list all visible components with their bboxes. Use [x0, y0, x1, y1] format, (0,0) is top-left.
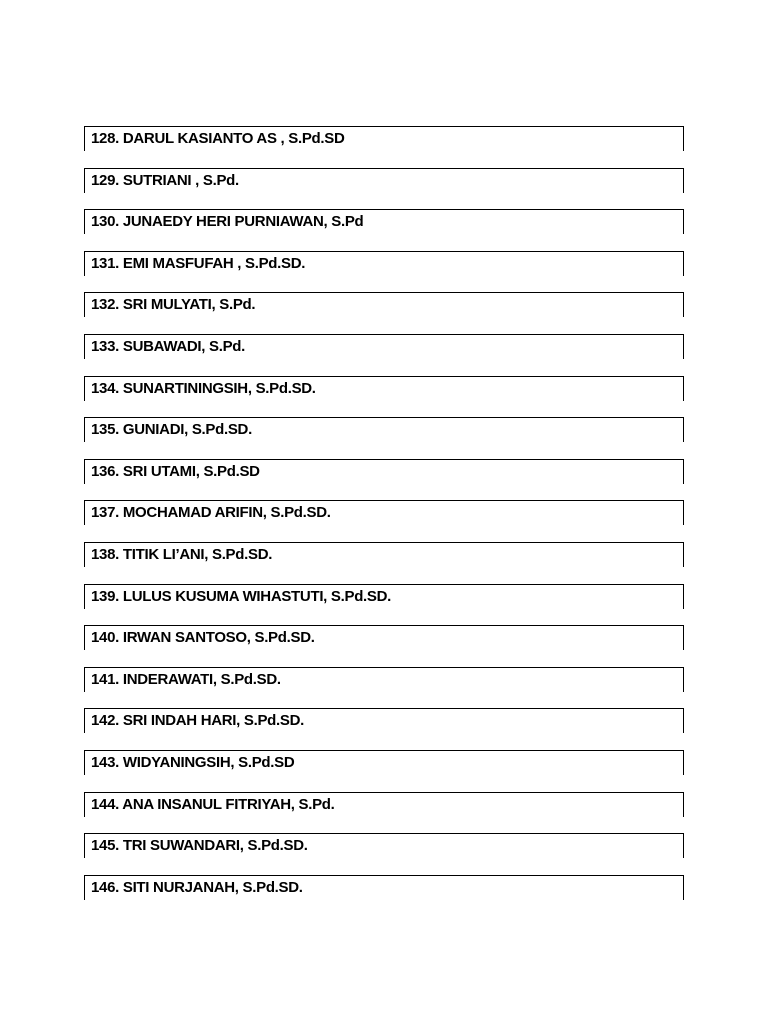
list-item: [84, 792, 684, 817]
list-item-text: 130. JUNAEDY HERI PURNIAWAN, S.Pd: [91, 213, 364, 231]
list-item-text: 136. SRI UTAMI, S.Pd.SD: [91, 462, 260, 480]
list-item: [84, 209, 684, 234]
list-item: [84, 251, 684, 276]
list-item: [84, 500, 684, 525]
list-item: [84, 833, 684, 858]
list-item: [84, 708, 684, 733]
list-item-text: 143. WIDYANINGSIH, S.Pd.SD: [91, 753, 295, 771]
list-item: [84, 875, 684, 900]
list-item-text: 140. IRWAN SANTOSO, S.Pd.SD.: [91, 629, 315, 647]
list-item: [84, 334, 684, 359]
list-item-text: 137. MOCHAMAD ARIFIN, S.Pd.SD.: [91, 504, 331, 522]
list-item-text: 141. INDERAWATI, S.Pd.SD.: [91, 670, 281, 688]
name-list: [84, 126, 684, 916]
list-item: [84, 417, 684, 442]
list-item: [84, 542, 684, 567]
list-item-text: 134. SUNARTININGSIH, S.Pd.SD.: [91, 379, 316, 397]
list-item-text: 145. TRI SUWANDARI, S.Pd.SD.: [91, 837, 308, 855]
list-item-text: 129. SUTRIANI , S.Pd.: [91, 171, 239, 189]
list-item: [84, 292, 684, 317]
list-item-text: 138. TITIK LI’ANI, S.Pd.SD.: [91, 545, 273, 563]
list-item-text: 132. SRI MULYATI, S.Pd.: [91, 296, 256, 314]
list-item-text: 131. EMI MASFUFAH , S.Pd.SD.: [91, 254, 306, 272]
list-item: [84, 126, 684, 151]
list-item: [84, 667, 684, 692]
list-item: [84, 584, 684, 609]
list-item-text: 142. SRI INDAH HARI, S.Pd.SD.: [91, 712, 305, 730]
list-item: [84, 168, 684, 193]
list-item: [84, 376, 684, 401]
list-item-text: 128. DARUL KASIANTO AS , S.Pd.SD: [91, 130, 345, 147]
list-item-text: 135. GUNIADI, S.Pd.SD.: [91, 421, 252, 439]
list-item-text: 146. SITI NURJANAH, S.Pd.SD.: [91, 878, 303, 896]
list-item: [84, 459, 684, 484]
list-item: [84, 625, 684, 650]
list-item-text: 139. LULUS KUSUMA WIHASTUTI, S.Pd.SD.: [91, 587, 392, 605]
list-item: [84, 750, 684, 775]
list-item-text: 133. SUBAWADI, S.Pd.: [91, 337, 246, 355]
list-item-text: 144. ANA INSANUL FITRIYAH, S.Pd.: [91, 795, 335, 813]
